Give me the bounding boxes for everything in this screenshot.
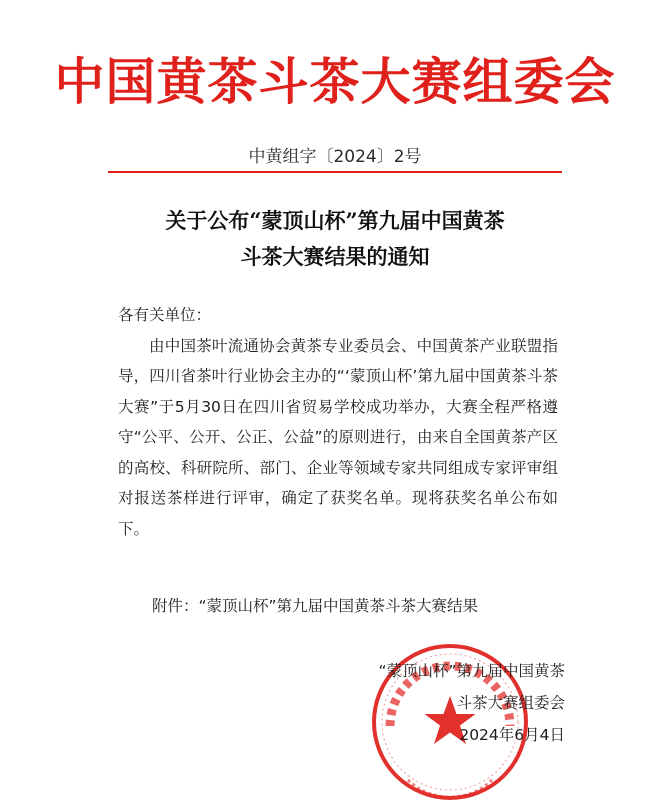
signature-org-line2: 斗茶大赛组委会 <box>456 694 565 712</box>
notice-title-line2: 斗茶大赛结果的通知 <box>240 244 430 269</box>
org-title: 中国黄茶斗茶大赛组委会 <box>54 52 616 111</box>
notice-body <box>118 300 558 544</box>
attachment-line: 附件：“蒙顶山杯”第九届中国黄茶斗茶大赛结果 <box>152 597 479 615</box>
signature-org-line1: “蒙顶山杯”第九届中国黄茶 <box>378 662 565 680</box>
body-paragraph: 由中国茶叶流通协会黄茶专业委员会、中国黄茶产业联盟指导，四川省茶叶行业协会主办的“‘蒙顶山杯’第九届中国黄茶斗茶大赛”于5月30日在四川省贸易学校成功举办，大赛全程严格遵守“公平、公开、公正、公益”的原则进行，由来自全国黄茶产区的高校、科研院所、部门、企业等领域专家共同组成专家评审组对报送茶样进行评审，确定了获奖名单。现将获奖名单公布如下。 <box>118 336 558 538</box>
notice-title-line1: 关于公布“蒙顶山杯”第九届中国黄茶 <box>165 208 505 233</box>
red-divider <box>108 171 562 173</box>
signature-block <box>305 655 565 751</box>
salutation: 各有关单位： <box>118 306 212 324</box>
document-number: 中黄组字〔2024〕2号 <box>248 147 422 167</box>
notice-title <box>0 203 670 275</box>
signature-date: 2024年6月4日 <box>459 726 565 744</box>
